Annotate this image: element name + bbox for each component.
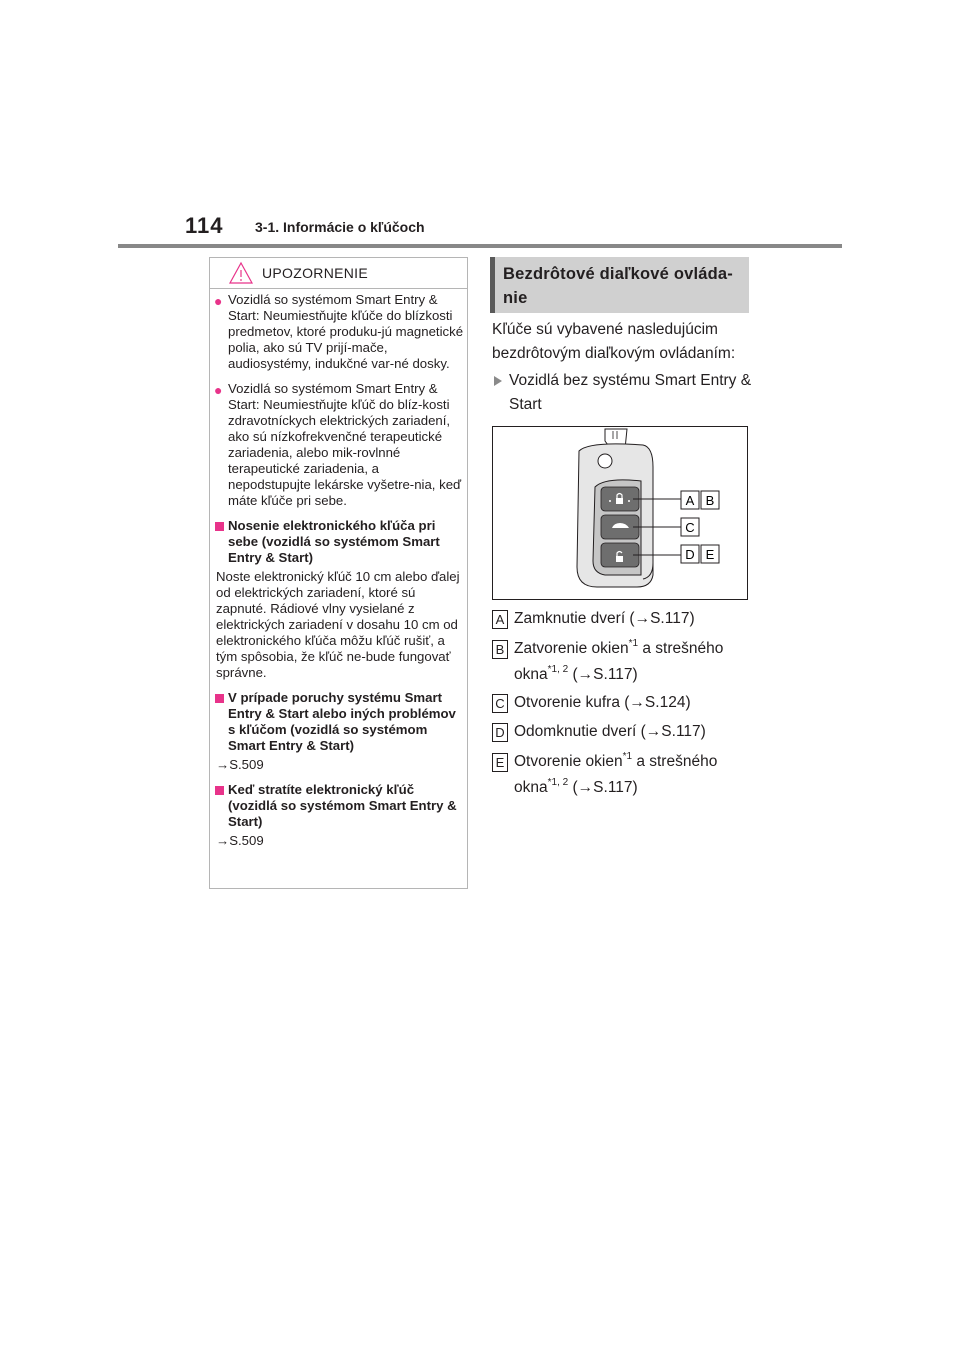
subsection-heading-text: V prípade poruchy systému Smart Entry & Start alebo iných problémov s kľúčom (vozidlá so systémom Smart Entry & Start): [228, 690, 456, 753]
warning-bullet: [216, 292, 464, 372]
subsection-heading-text: Keď stratíte elektronický kľúč (vozidlá so systémom Smart Entry & Start): [228, 782, 457, 829]
figure-label-c: C: [685, 520, 695, 535]
bullet-dot-icon: ●: [214, 293, 223, 309]
section-heading-bar: [490, 257, 749, 313]
key-fob-figure: [492, 426, 748, 600]
key-fob-illustration: [493, 427, 747, 599]
warning-triangle-icon: [228, 261, 254, 285]
bullet-dot-icon: ●: [214, 382, 223, 398]
legend-text: [514, 637, 723, 661]
legend-text-part: Otvorenie okien: [514, 753, 623, 770]
legend-text-continued: [514, 776, 638, 800]
legend-item-a: [492, 607, 757, 631]
square-bullet-icon: [215, 694, 224, 703]
footnote-mark: *1: [622, 750, 633, 762]
page-reference-link[interactable]: (→S.117): [568, 666, 638, 683]
figure-label-a: A: [685, 493, 695, 508]
legend-text-part: Zatvorenie okien: [514, 640, 629, 657]
subsection-heading-text: Nosenie elektronického kľúča pri sebe (vozidlá so systémom Smart Entry & Start): [228, 518, 440, 565]
legend-text-part: a strešného: [638, 640, 724, 657]
footnote-mark: *1, 2: [547, 776, 569, 788]
figure-label-d: D: [685, 547, 695, 562]
arrow-bullet-icon: [494, 376, 502, 386]
warning-body: [216, 292, 464, 858]
page-reference-link[interactable]: (→S.117): [568, 779, 638, 796]
legend-text: [514, 750, 717, 774]
legend-key: B: [492, 640, 508, 659]
footnote-mark: *1, 2: [547, 663, 569, 675]
header-rule: [118, 244, 842, 248]
legend-item-c: [492, 691, 757, 715]
variant-item: [492, 369, 757, 417]
legend-text[interactable]: Zamknutie dverí (→S.117): [514, 610, 695, 627]
subsection-heading: [216, 782, 464, 830]
square-bullet-icon: [215, 786, 224, 795]
square-bullet-icon: [215, 522, 224, 531]
footnote-mark: *1: [628, 637, 639, 649]
warning-title: UPOZORNENIE: [262, 265, 368, 281]
section-heading: Bezdrôtové diaľkové ovláda-nie: [503, 265, 733, 307]
subsection-heading: [216, 518, 464, 566]
legend-text[interactable]: Otvorenie kufra (→S.124): [514, 694, 691, 711]
page-reference-link[interactable]: →S.509: [216, 833, 264, 848]
figure-label-e: E: [705, 547, 715, 562]
legend-key: C: [492, 694, 508, 713]
warning-bullet-text: Vozidlá so systémom Smart Entry & Start: Neumiestňujte kľúč do blíz-kosti zdravotníckych elektrických zariadení, ako sú nízkofrekvenčné terapeutické zariadenia, alebo mik-rovlnné terapeutické zariadenia, a nepodstupujte lekárske vyšetre-nia, keď máte kľúče pri sebe.: [228, 381, 462, 508]
variant-text: Vozidlá bez systému Smart Entry & Start: [509, 372, 752, 413]
legend-text-part: okna: [514, 666, 548, 683]
warning-bullet: [216, 381, 464, 509]
legend-item-d: [492, 720, 757, 744]
subsection-body: Noste elektronický kľúč 10 cm alebo ďalej od elektrických zariadení, ktoré sú zapnuté. Rádiové vlny vysielané z elektrických zariadení v dosahu 10 cm od elektronického kľúča môžu kľúč rušiť, a tým spôsobia, že kľúč ne-bude fungovať správne.: [216, 569, 460, 680]
page-number: 114: [185, 213, 224, 238]
legend-text-part: a strešného: [632, 753, 718, 770]
warning-header: [210, 258, 467, 289]
section-title: 3-1. Informácie o kľúčoch: [255, 219, 425, 235]
warning-bullet-text: Vozidlá so systémom Smart Entry & Start: Neumiestňujte kľúče do blízkosti predmetov, ktoré produku-jú magnetické polia, ako sú TV prijí-mače, audiosystémy, indukčné var-né dosky.: [228, 292, 464, 371]
legend-item-b: [492, 637, 757, 689]
intro-text: Kľúče sú vybavené nasledujúcim bezdrôtovým diaľkovým ovládaním:: [492, 321, 736, 362]
legend-item-e: [492, 750, 757, 802]
page-reference-link[interactable]: →S.509: [216, 757, 264, 772]
figure-label-b: B: [705, 493, 715, 508]
legend-key: A: [492, 610, 508, 629]
legend-key: E: [492, 753, 508, 772]
legend-text-continued: [514, 663, 638, 687]
legend-text[interactable]: Odomknutie dverí (→S.117): [514, 723, 706, 740]
warning-box: [209, 257, 468, 889]
heading-accent-bar: [490, 257, 495, 313]
subsection-heading: [216, 690, 464, 754]
legend-text-part: okna: [514, 779, 548, 796]
legend-key: D: [492, 723, 508, 742]
